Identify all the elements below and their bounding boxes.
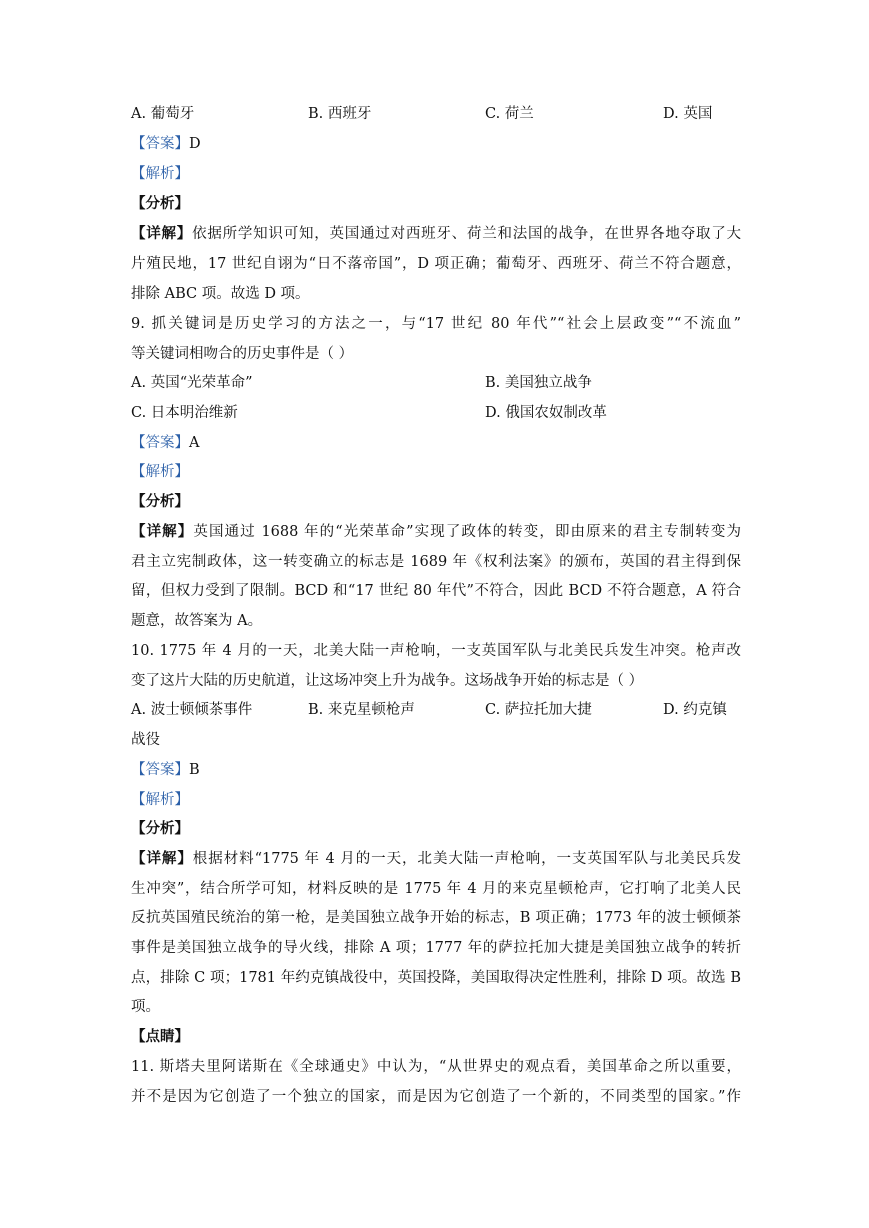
q10-fenxi-tag: 【分析】 (131, 820, 189, 837)
q9-detail-line-3: 留，但权力受到了限制。BCD 和“17 世纪 80 年代”不符合，因此 BCD 不符合题意，A 符合 (131, 583, 741, 599)
q10-question-line-2: 变了这片大陆的历史航道，让这场冲突上升为战争。这场战争开始的标志是（ ） (131, 673, 644, 689)
detail-tag: 【详解】 (131, 850, 193, 867)
q11-question-line-1: 11. 斯塔夫里阿诺斯在《全球通史》中认为，“从世界史的观点看，美国革命之所以重要， (131, 1059, 741, 1075)
q9-jiexi-tag: 【解析】 (131, 464, 189, 480)
q8-detail-line-2: 片殖民地，17 世纪自诩为“日不落帝国”，D 项正确；葡萄牙、西班牙、荷兰不符合题意， (131, 256, 741, 272)
q10-option-d: D. 约克镇 (663, 702, 727, 718)
q9-detail-line-1 (131, 522, 741, 542)
q10-detail-line-2: 生冲突”，结合所学可知，材料反映的是 1775 年 4 月的来克星顿枪声，它打响了北美人民 (131, 881, 741, 897)
q8-detail-line-1 (131, 224, 741, 244)
q10-option-b: B. 来克星顿枪声 (308, 702, 415, 718)
q9-option-c: C. 日本明治维新 (131, 405, 238, 421)
q8-option-c: C. 荷兰 (485, 106, 534, 122)
q8-jiexi-tag: 【解析】 (131, 166, 189, 182)
detail-text: 根据材料“1775 年 4 月的一天，北美大陆一声枪响，一支英国军队与北美民兵发 (192, 851, 741, 867)
answer-tag: 【答案】 (131, 136, 189, 152)
q8-option-d: D. 英国 (663, 106, 713, 122)
q10-answer (131, 760, 741, 780)
answer-tag: 【答案】 (131, 435, 189, 451)
answer-value: A (189, 435, 200, 451)
q9-detail-line-2: 君主立宪制政体，这一转变确立的标志是 1689 年《权利法案》的颁布，英国的君主得到保 (131, 554, 741, 570)
q10-option-a: A. 波士顿倾茶事件 (131, 702, 253, 718)
q8-option-b: B. 西班牙 (308, 106, 372, 122)
q10-question-line-1: 10. 1775 年 4 月的一天，北美大陆一声枪响，一支英国军队与北美民兵发生冲突。枪声改 (131, 643, 741, 659)
q10-detail-line-4: 事件是美国独立战争的导火线，排除 A 项；1777 年的萨拉托加大捷是美国独立战争的转折 (131, 940, 741, 956)
q10-detail-line-5: 点，排除 C 项；1781 年约克镇战役中，英国投降，美国取得决定性胜利，排除 D 项。故选 B (131, 970, 741, 986)
q9-option-a: A. 英国“光荣革命” (131, 375, 253, 391)
q8-fenxi-tag: 【分析】 (131, 195, 189, 212)
q9-question-line-2: 等关键词相吻合的历史事件是（ ） (131, 346, 354, 362)
q9-option-d: D. 俄国农奴制改革 (485, 405, 607, 421)
q9-question-line-1: 9. 抓关键词是历史学习的方法之一，与“17 世纪 80 年代”“社会上层政变”“不流血” (131, 316, 741, 332)
q10-detail-line-6: 项。 (131, 999, 160, 1015)
q10-detail-line-1 (131, 849, 741, 869)
q11-question-line-2: 并不是因为它创造了一个独立的国家，而是因为它创造了一个新的，不同类型的国家。”作 (131, 1089, 741, 1105)
q10-detail-line-3: 反抗英国殖民统治的第一枪，是美国独立战争开始的标志，B 项正确；1773 年的波士顿倾茶 (131, 910, 741, 926)
detail-text: 依据所学知识可知，英国通过对西班牙、荷兰和法国的战争，在世界各地夺取了大 (192, 226, 741, 242)
q9-option-b: B. 美国独立战争 (485, 375, 592, 391)
q8-detail-line-3: 排除 ABC 项。故选 D 项。 (131, 286, 310, 302)
detail-tag: 【详解】 (131, 523, 194, 540)
q8-answer (131, 134, 741, 154)
detail-text: 英国通过 1688 年的“光荣革命”实现了政体的转变，即由原来的君主专制转变为 (193, 524, 741, 540)
answer-value: B (189, 762, 200, 778)
answer-tag: 【答案】 (131, 762, 189, 778)
q9-detail-line-4: 题意，故答案为 A。 (131, 613, 263, 629)
q10-dianjing-tag: 【点睛】 (131, 1028, 189, 1045)
q8-option-a: A. 葡萄牙 (131, 106, 195, 122)
q10-option-c: C. 萨拉托加大捷 (485, 702, 592, 718)
q9-answer (131, 433, 741, 453)
q10-jiexi-tag: 【解析】 (131, 792, 189, 808)
q10-option-d-tail: 战役 (131, 732, 160, 748)
q9-fenxi-tag: 【分析】 (131, 493, 189, 510)
answer-value: D (189, 136, 201, 152)
detail-tag: 【详解】 (131, 225, 193, 242)
